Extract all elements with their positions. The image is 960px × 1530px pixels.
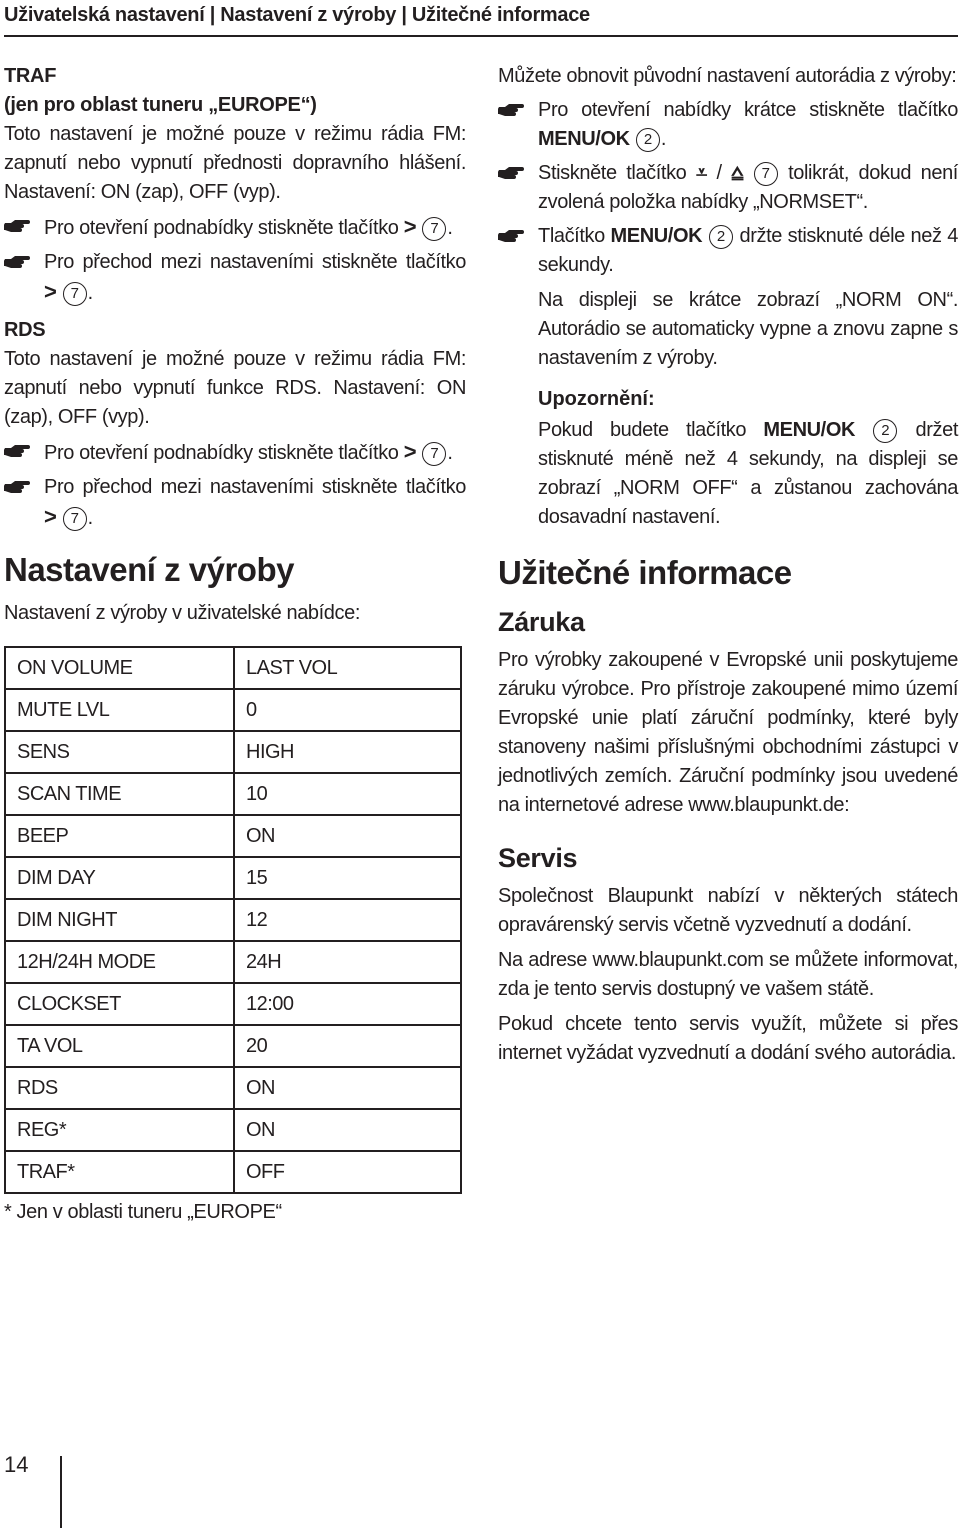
setting-name: RDS xyxy=(5,1067,234,1109)
menu-ok-key-label: MENU/OK xyxy=(610,225,703,247)
traf-step-open-text: Pro otevření podnabídky stiskněte tlačítko xyxy=(44,217,399,239)
traf-step-open: Pro otevření podnabídky stiskněte tlačítko > 7 . xyxy=(4,212,466,243)
up-arrow-icon: ⩠ xyxy=(731,162,743,184)
reset-step-open-menu: Pro otevření nabídky krátce stiskněte tlačítko MENU/OK 2 . xyxy=(498,96,958,154)
table-row xyxy=(5,1109,461,1151)
setting-value: 15 xyxy=(234,857,461,899)
pointing-hand-icon xyxy=(4,218,32,234)
reset-step-select-text-b: tolikrát, dokud není zvolená položka nabídky „NORMSET“. xyxy=(538,162,958,213)
key-number-2: 2 xyxy=(709,225,733,249)
service-paragraph-3: Pokud chcete tento servis využít, můžete si přes internet vyžádat vyzvednutí a dodání svého autorádia. xyxy=(498,1013,958,1064)
reset-step-hold xyxy=(498,222,958,280)
setting-value: 10 xyxy=(234,773,461,815)
chevron-right-icon: > xyxy=(44,504,57,529)
notice-text-a: Pokud budete tlačítko xyxy=(538,419,747,441)
notice-body xyxy=(498,416,958,532)
rds-body: Toto nastavení je možné pouze v režimu rádia FM: zapnutí nebo vypnutí funkce RDS. Nastavení: ON (zap), OFF (vyp). xyxy=(4,348,466,428)
setting-value: ON xyxy=(234,815,461,857)
setting-value: ON xyxy=(234,1109,461,1151)
table-row xyxy=(5,773,461,815)
rds-step-switch: Pro přechod mezi nastaveními stiskněte tlačítko > 7 . xyxy=(4,473,466,533)
reset-step-hold-text-b: držte stisknuté déle než 4 sekundy. xyxy=(538,225,958,276)
factory-settings-table xyxy=(4,646,462,1194)
menu-ok-key-label: MENU/OK xyxy=(763,419,856,441)
reset-intro: Můžete obnovit původní nastavení autorádia z výroby: xyxy=(498,65,957,87)
pointing-hand-icon xyxy=(4,443,32,459)
pointing-hand-icon xyxy=(498,228,526,244)
table-row xyxy=(5,1025,461,1067)
table-row xyxy=(5,857,461,899)
key-number-7: 7 xyxy=(63,507,87,531)
setting-name: TRAF* xyxy=(5,1151,234,1193)
table-row xyxy=(5,815,461,857)
setting-value: 0 xyxy=(234,689,461,731)
table-row xyxy=(5,1067,461,1109)
setting-value: 12 xyxy=(234,899,461,941)
right-column xyxy=(498,62,958,1068)
chevron-right-icon: > xyxy=(403,214,417,239)
setting-value: ON xyxy=(234,1067,461,1109)
slash-separator: / xyxy=(716,162,722,184)
reset-step-select-text-a: Stiskněte tlačítko xyxy=(538,162,687,184)
table-row xyxy=(5,1151,461,1193)
notice-title: Upozornění: xyxy=(538,388,655,410)
key-number-7: 7 xyxy=(63,282,87,306)
setting-value: 12:00 xyxy=(234,983,461,1025)
page-number-divider xyxy=(60,1456,62,1528)
key-number-2: 2 xyxy=(636,128,660,152)
pointing-hand-icon xyxy=(498,102,526,118)
setting-name: MUTE LVL xyxy=(5,689,234,731)
display-note: Na displeji se krátce zobrazí „NORM ON“. Autorádio se automaticky vypne a znovu zapne s nastavením z výroby. xyxy=(538,289,958,369)
chevron-right-icon: > xyxy=(44,279,57,304)
key-number-7: 7 xyxy=(422,442,446,466)
setting-value: 24H xyxy=(234,941,461,983)
factory-settings-intro: Nastavení z výroby v uživatelské nabídce: xyxy=(4,602,361,624)
service-title: Servis xyxy=(498,843,578,873)
setting-name: SCAN TIME xyxy=(5,773,234,815)
setting-value: LAST VOL xyxy=(234,647,461,689)
footnote: * Jen v oblasti tuneru „EUROPE“ xyxy=(4,1201,282,1223)
reset-step-hold-text-a: Tlačítko xyxy=(538,225,605,247)
setting-name: ON VOLUME xyxy=(5,647,234,689)
menu-ok-key-label: MENU/OK xyxy=(538,128,630,150)
table-row xyxy=(5,647,461,689)
traf-step-switch-text: Pro přechod mezi nastaveními stiskněte tlačítko xyxy=(44,251,466,273)
down-arrow-icon: ⩡ xyxy=(695,162,707,184)
pointing-hand-icon xyxy=(498,165,526,181)
setting-name: DIM NIGHT xyxy=(5,899,234,941)
traf-step-switch: Pro přechod mezi nastaveními stiskněte tlačítko > 7 . xyxy=(4,248,466,308)
traf-body: Toto nastavení je možné pouze v režimu rádia FM: zapnutí nebo vypnutí přednosti dopravního hlášení. Nastavení: ON (zap), OFF (vyp). xyxy=(4,123,466,203)
left-column xyxy=(4,62,466,1227)
setting-name: DIM DAY xyxy=(5,857,234,899)
setting-name: 12H/24H MODE xyxy=(5,941,234,983)
factory-settings-title: Nastavení z výroby xyxy=(4,551,294,588)
table-row xyxy=(5,731,461,773)
rds-title: RDS xyxy=(4,319,46,341)
setting-value: HIGH xyxy=(234,731,461,773)
table-row xyxy=(5,899,461,941)
chevron-right-icon: > xyxy=(403,439,417,464)
key-number-7: 7 xyxy=(754,162,778,186)
table-row xyxy=(5,689,461,731)
pointing-hand-icon xyxy=(4,479,32,495)
rds-step-switch-text: Pro přechod mezi nastaveními stiskněte tlačítko xyxy=(44,476,466,498)
warranty-body: Pro výrobky zakoupené v Evropské unii poskytujeme záruku výrobce. Pro přístroje zakoupené mimo území Evropské unie platí záruční podmínky, které byly stanoveny našimi příslušnými obchodními zástupci v jednotlivých zemích. Záruční podmínky jsou uvedené na internetové adrese www.blaupunkt.de: xyxy=(498,649,958,816)
setting-value: OFF xyxy=(234,1151,461,1193)
table-row xyxy=(5,941,461,983)
traf-subtitle: (jen pro oblast tuneru „EUROPE“) xyxy=(4,94,317,116)
setting-name: BEEP xyxy=(5,815,234,857)
key-number-2: 2 xyxy=(873,419,897,443)
warranty-title: Záruka xyxy=(498,607,585,637)
rds-step-open-text: Pro otevření podnabídky stiskněte tlačítko xyxy=(44,442,399,464)
pointing-hand-icon xyxy=(4,254,32,270)
useful-info-title: Užitečné informace xyxy=(498,554,792,591)
setting-value: 20 xyxy=(234,1025,461,1067)
setting-name: SENS xyxy=(5,731,234,773)
service-paragraph-2: Na adrese www.blaupunkt.com se můžete informovat, zda je tento servis dostupný ve vašem státě. xyxy=(498,949,958,1000)
reset-step-open-menu-text: Pro otevření nabídky krátce stiskněte tlačítko xyxy=(538,99,958,121)
key-number-7: 7 xyxy=(422,217,446,241)
service-paragraph-1: Společnost Blaupunkt nabízí v některých státech opravárenský servis včetně vyzvednutí a dodání. xyxy=(498,885,958,936)
setting-name: TA VOL xyxy=(5,1025,234,1067)
notice-text-b: držet stisknuté méně než 4 sekundy, na displeji se zobrazí „NORM OFF“ a zůstanou zachována dosavadní nastavení. xyxy=(538,419,958,528)
setting-name: REG* xyxy=(5,1109,234,1151)
page-header-breadcrumb: Uživatelská nastavení | Nastavení z výroby | Užitečné informace xyxy=(4,4,958,37)
rds-step-open: Pro otevření podnabídky stiskněte tlačítko > 7 . xyxy=(4,437,466,468)
traf-title: TRAF xyxy=(4,65,57,87)
reset-step-select-normset xyxy=(498,159,958,217)
table-row xyxy=(5,983,461,1025)
setting-name: CLOCKSET xyxy=(5,983,234,1025)
page-number: 14 xyxy=(4,1452,29,1477)
